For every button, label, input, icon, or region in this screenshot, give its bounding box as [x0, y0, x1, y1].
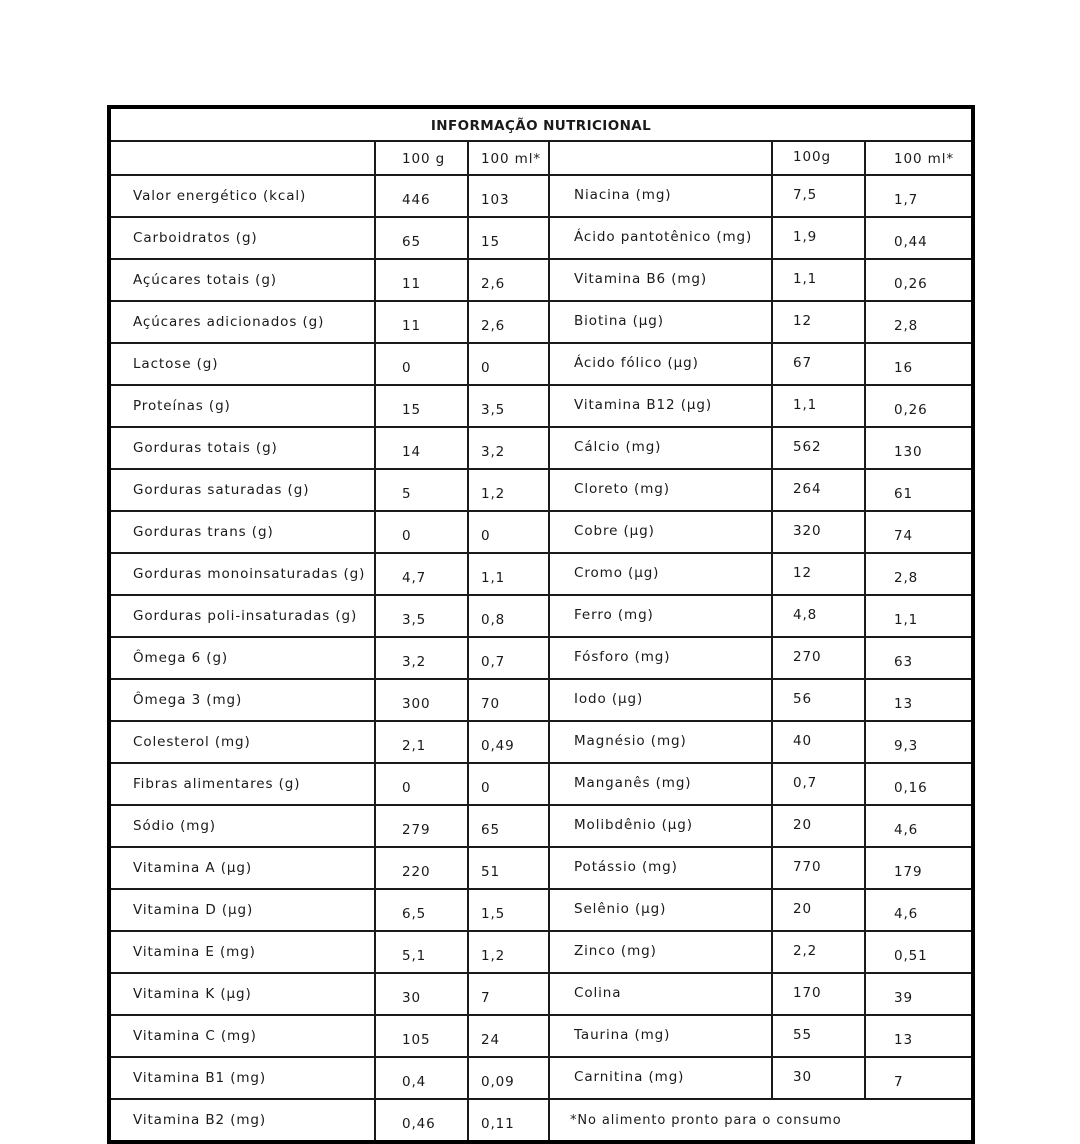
value-per-100ml: 179: [865, 847, 973, 889]
table-row: [109, 175, 973, 217]
nutrient-name: Potássio (mg): [549, 847, 772, 889]
header-right-per-100ml: 100 ml*: [865, 141, 973, 175]
value-per-100ml: 15: [468, 217, 549, 259]
value-per-100ml: 2,6: [468, 301, 549, 343]
nutrient-name: Gorduras trans (g): [109, 511, 375, 553]
value-per-100g: 14: [375, 427, 468, 469]
value-per-100g: 279: [375, 805, 468, 847]
value-per-100ml: 7: [468, 973, 549, 1015]
value-per-100g: 0,4: [375, 1057, 468, 1099]
nutrient-name: Ácido pantotênico (mg): [549, 217, 772, 259]
table-row: [109, 805, 973, 847]
nutrient-name: Vitamina B1 (mg): [109, 1057, 375, 1099]
value-per-100ml: 74: [865, 511, 973, 553]
nutrient-name: Carnitina (mg): [549, 1057, 772, 1099]
value-per-100g: 30: [772, 1057, 865, 1099]
table-row: [109, 889, 973, 931]
value-per-100ml: 103: [468, 175, 549, 217]
value-per-100g: 105: [375, 1015, 468, 1057]
value-per-100g: 56: [772, 679, 865, 721]
value-per-100ml: 65: [468, 805, 549, 847]
value-per-100ml: 0,51: [865, 931, 973, 973]
table-row: [109, 763, 973, 805]
nutrient-name: Biotina (µg): [549, 301, 772, 343]
nutrient-name: Niacina (mg): [549, 175, 772, 217]
value-per-100ml: 0: [468, 511, 549, 553]
value-per-100ml: 70: [468, 679, 549, 721]
value-per-100g: 20: [772, 889, 865, 931]
nutrient-name: Valor energético (kcal): [109, 175, 375, 217]
value-per-100ml: 9,3: [865, 721, 973, 763]
value-per-100g: 4,7: [375, 553, 468, 595]
value-per-100ml: 16: [865, 343, 973, 385]
value-per-100g: 5: [375, 469, 468, 511]
value-per-100ml: 4,6: [865, 805, 973, 847]
nutrient-name: Cobre (µg): [549, 511, 772, 553]
footnote: *No alimento pronto para o consumo: [549, 1099, 973, 1142]
nutrient-name: Colesterol (mg): [109, 721, 375, 763]
value-per-100g: 6,5: [375, 889, 468, 931]
value-per-100g: 12: [772, 301, 865, 343]
table-row: [109, 931, 973, 973]
value-per-100ml: 0: [468, 343, 549, 385]
value-per-100g: 446: [375, 175, 468, 217]
value-per-100g: 170: [772, 973, 865, 1015]
table-row: [109, 1057, 973, 1099]
table-title: INFORMAÇÃO NUTRICIONAL: [109, 107, 973, 141]
nutrient-name: Vitamina D (µg): [109, 889, 375, 931]
nutrient-name: Cromo (µg): [549, 553, 772, 595]
value-per-100ml: 0: [468, 763, 549, 805]
value-per-100g: 3,2: [375, 637, 468, 679]
table-row: [109, 343, 973, 385]
nutrient-name: Açúcares totais (g): [109, 259, 375, 301]
value-per-100g: 0,46: [375, 1099, 468, 1142]
value-per-100ml: 1,5: [468, 889, 549, 931]
value-per-100g: 11: [375, 259, 468, 301]
value-per-100ml: 7: [865, 1057, 973, 1099]
table-row: [109, 469, 973, 511]
value-per-100g: 0,7: [772, 763, 865, 805]
value-per-100ml: 0,16: [865, 763, 973, 805]
nutrient-name: Gorduras saturadas (g): [109, 469, 375, 511]
value-per-100ml: 51: [468, 847, 549, 889]
value-per-100g: 40: [772, 721, 865, 763]
column-header-row: [109, 141, 973, 175]
table-row: [109, 511, 973, 553]
value-per-100ml: 2,6: [468, 259, 549, 301]
value-per-100ml: 13: [865, 1015, 973, 1057]
value-per-100g: 0: [375, 763, 468, 805]
nutrient-name: Carboidratos (g): [109, 217, 375, 259]
value-per-100ml: 1,1: [865, 595, 973, 637]
nutrient-name: Manganês (mg): [549, 763, 772, 805]
value-per-100g: 12: [772, 553, 865, 595]
value-per-100ml: 1,7: [865, 175, 973, 217]
nutrient-name: Cálcio (mg): [549, 427, 772, 469]
value-per-100g: 1,1: [772, 259, 865, 301]
nutrient-name: Proteínas (g): [109, 385, 375, 427]
value-per-100ml: 3,2: [468, 427, 549, 469]
nutrient-name: Gorduras totais (g): [109, 427, 375, 469]
value-per-100g: 0: [375, 343, 468, 385]
nutrient-name: Vitamina E (mg): [109, 931, 375, 973]
nutrient-name: Vitamina K (µg): [109, 973, 375, 1015]
nutrient-name: Colina: [549, 973, 772, 1015]
value-per-100ml: 0,44: [865, 217, 973, 259]
nutrient-name: Ômega 3 (mg): [109, 679, 375, 721]
table-row: [109, 553, 973, 595]
nutrient-name: Vitamina B12 (µg): [549, 385, 772, 427]
nutrient-name: Vitamina C (mg): [109, 1015, 375, 1057]
value-per-100ml: 61: [865, 469, 973, 511]
table-row: [109, 1099, 973, 1142]
value-per-100g: 11: [375, 301, 468, 343]
value-per-100ml: 63: [865, 637, 973, 679]
table-row: [109, 1015, 973, 1057]
nutrition-facts-table: [107, 105, 975, 1144]
value-per-100g: 270: [772, 637, 865, 679]
value-per-100g: 55: [772, 1015, 865, 1057]
nutrient-name: Ômega 6 (g): [109, 637, 375, 679]
value-per-100g: 1,1: [772, 385, 865, 427]
value-per-100g: 4,8: [772, 595, 865, 637]
nutrient-name: Zinco (mg): [549, 931, 772, 973]
value-per-100ml: 0,7: [468, 637, 549, 679]
table-row: [109, 259, 973, 301]
value-per-100g: 264: [772, 469, 865, 511]
value-per-100ml: 2,8: [865, 553, 973, 595]
value-per-100g: 7,5: [772, 175, 865, 217]
table-row: [109, 301, 973, 343]
nutrient-name: Cloreto (mg): [549, 469, 772, 511]
value-per-100ml: 13: [865, 679, 973, 721]
value-per-100ml: 2,8: [865, 301, 973, 343]
header-left-per-100ml: 100 ml*: [468, 141, 549, 175]
nutrient-name: Lactose (g): [109, 343, 375, 385]
value-per-100ml: 4,6: [865, 889, 973, 931]
table-row: [109, 385, 973, 427]
table-row: [109, 217, 973, 259]
value-per-100g: 0: [375, 511, 468, 553]
value-per-100g: 770: [772, 847, 865, 889]
nutrient-name: Fósforo (mg): [549, 637, 772, 679]
nutrient-name: Ácido fólico (µg): [549, 343, 772, 385]
nutrient-name: Vitamina B2 (mg): [109, 1099, 375, 1142]
value-per-100g: 5,1: [375, 931, 468, 973]
nutrient-name: Vitamina A (µg): [109, 847, 375, 889]
table-row: [109, 427, 973, 469]
value-per-100g: 65: [375, 217, 468, 259]
header-right-per-100g: 100g: [772, 141, 865, 175]
nutrient-name: Sódio (mg): [109, 805, 375, 847]
value-per-100ml: 0,26: [865, 259, 973, 301]
nutrient-name: Magnésio (mg): [549, 721, 772, 763]
value-per-100ml: 130: [865, 427, 973, 469]
value-per-100ml: 1,2: [468, 931, 549, 973]
nutrient-name: Gorduras poli-insaturadas (g): [109, 595, 375, 637]
header-left-per-100g: 100 g: [375, 141, 468, 175]
value-per-100g: 562: [772, 427, 865, 469]
value-per-100ml: 0,09: [468, 1057, 549, 1099]
table-row: [109, 721, 973, 763]
nutrient-name: Gorduras monoinsaturadas (g): [109, 553, 375, 595]
header-right-name: [549, 141, 772, 175]
value-per-100g: 2,1: [375, 721, 468, 763]
nutrient-name: Taurina (mg): [549, 1015, 772, 1057]
value-per-100g: 300: [375, 679, 468, 721]
nutrient-name: Iodo (µg): [549, 679, 772, 721]
table-row: [109, 973, 973, 1015]
table-row: [109, 637, 973, 679]
value-per-100ml: 1,1: [468, 553, 549, 595]
nutrient-name: Ferro (mg): [549, 595, 772, 637]
value-per-100ml: 0,11: [468, 1099, 549, 1142]
value-per-100g: 320: [772, 511, 865, 553]
nutrient-name: Açúcares adicionados (g): [109, 301, 375, 343]
value-per-100g: 2,2: [772, 931, 865, 973]
value-per-100ml: 1,2: [468, 469, 549, 511]
value-per-100g: 1,9: [772, 217, 865, 259]
value-per-100ml: 24: [468, 1015, 549, 1057]
value-per-100g: 20: [772, 805, 865, 847]
value-per-100g: 220: [375, 847, 468, 889]
value-per-100ml: 39: [865, 973, 973, 1015]
table-row: [109, 595, 973, 637]
value-per-100g: 30: [375, 973, 468, 1015]
table-row: [109, 679, 973, 721]
value-per-100g: 3,5: [375, 595, 468, 637]
table-title-row: [109, 107, 973, 141]
nutrient-name: Selênio (µg): [549, 889, 772, 931]
header-left-name: [109, 141, 375, 175]
value-per-100ml: 0,26: [865, 385, 973, 427]
nutrient-name: Fibras alimentares (g): [109, 763, 375, 805]
nutrient-name: Vitamina B6 (mg): [549, 259, 772, 301]
nutrient-name: Molibdênio (µg): [549, 805, 772, 847]
value-per-100ml: 0,49: [468, 721, 549, 763]
value-per-100ml: 0,8: [468, 595, 549, 637]
table-body: [109, 175, 973, 1142]
value-per-100ml: 3,5: [468, 385, 549, 427]
table-row: [109, 847, 973, 889]
value-per-100g: 67: [772, 343, 865, 385]
value-per-100g: 15: [375, 385, 468, 427]
